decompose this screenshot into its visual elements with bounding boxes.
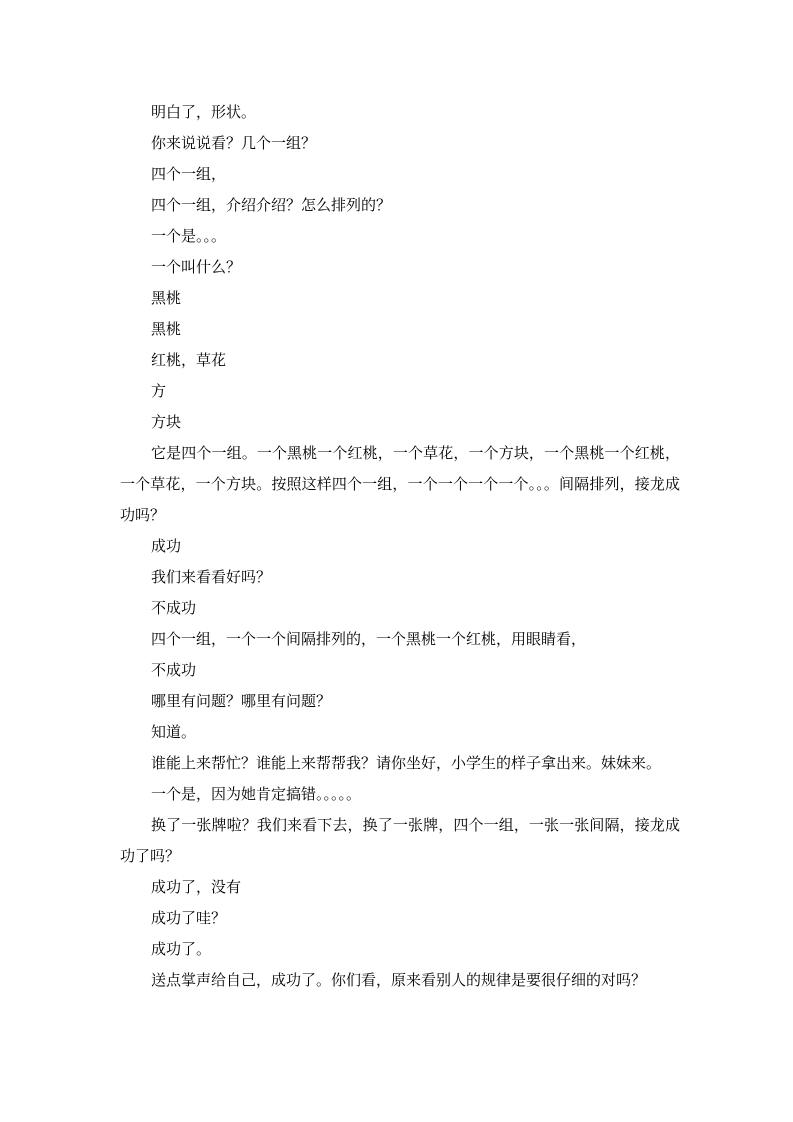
paragraph: 黑桃: [151, 289, 182, 307]
paragraph: 四个一组，: [151, 165, 227, 183]
paragraph: 方块: [151, 413, 182, 431]
paragraph: 一个是，因为她肯定搞错。。。。。: [151, 785, 362, 803]
paragraph: 哪里有问题？哪里有问题？: [151, 692, 332, 710]
paragraph: 一个叫什么？: [151, 258, 242, 276]
paragraph: 不成功: [151, 661, 197, 679]
paragraph: 你来说说看？几个一组？: [151, 134, 317, 152]
paragraph: 一个是。。。: [151, 227, 227, 245]
paragraph: 不成功: [151, 599, 197, 617]
paragraph: 四个一组，介绍介绍？怎么排列的？: [151, 196, 392, 214]
paragraph: 四个一组，一个一个间隔排列的，一个黑桃一个红桃，用眼睛看，: [151, 630, 587, 648]
document-body: [120, 97, 680, 996]
paragraph: 方: [151, 382, 167, 400]
paragraph: 谁能上来帮忙？谁能上来帮帮我？请你坐好，小学生的样子拿出来。妹妹来。: [151, 754, 662, 772]
paragraph: 知道。: [151, 723, 197, 741]
paragraph: 成功: [151, 537, 182, 555]
paragraph: 红桃，草花: [151, 351, 227, 369]
paragraph: 换了一张牌啦？我们来看下去，换了一张牌，四个一组，一张一张间隔，接龙成功了吗？: [120, 816, 680, 865]
paragraph: 它是四个一组。一个黑桃一个红桃，一个草花，一个方块，一个黑桃一个红桃，一个草花，一个方块。按照这样四个一组，一个一个一个一个。。。间隔排列，接龙成功吗？: [120, 444, 680, 524]
paragraph: 送点掌声给自己，成功了。你们看，原来看别人的规律是要很仔细的对吗？: [151, 971, 647, 989]
paragraph: 我们来看看好吗？: [151, 568, 272, 586]
paragraph: 成功了。: [151, 940, 212, 958]
paragraph: 成功了，没有: [151, 878, 242, 896]
paragraph: 明白了，形状。: [151, 103, 257, 121]
paragraph: 成功了哇？: [151, 909, 227, 927]
paragraph: 黑桃: [151, 320, 182, 338]
